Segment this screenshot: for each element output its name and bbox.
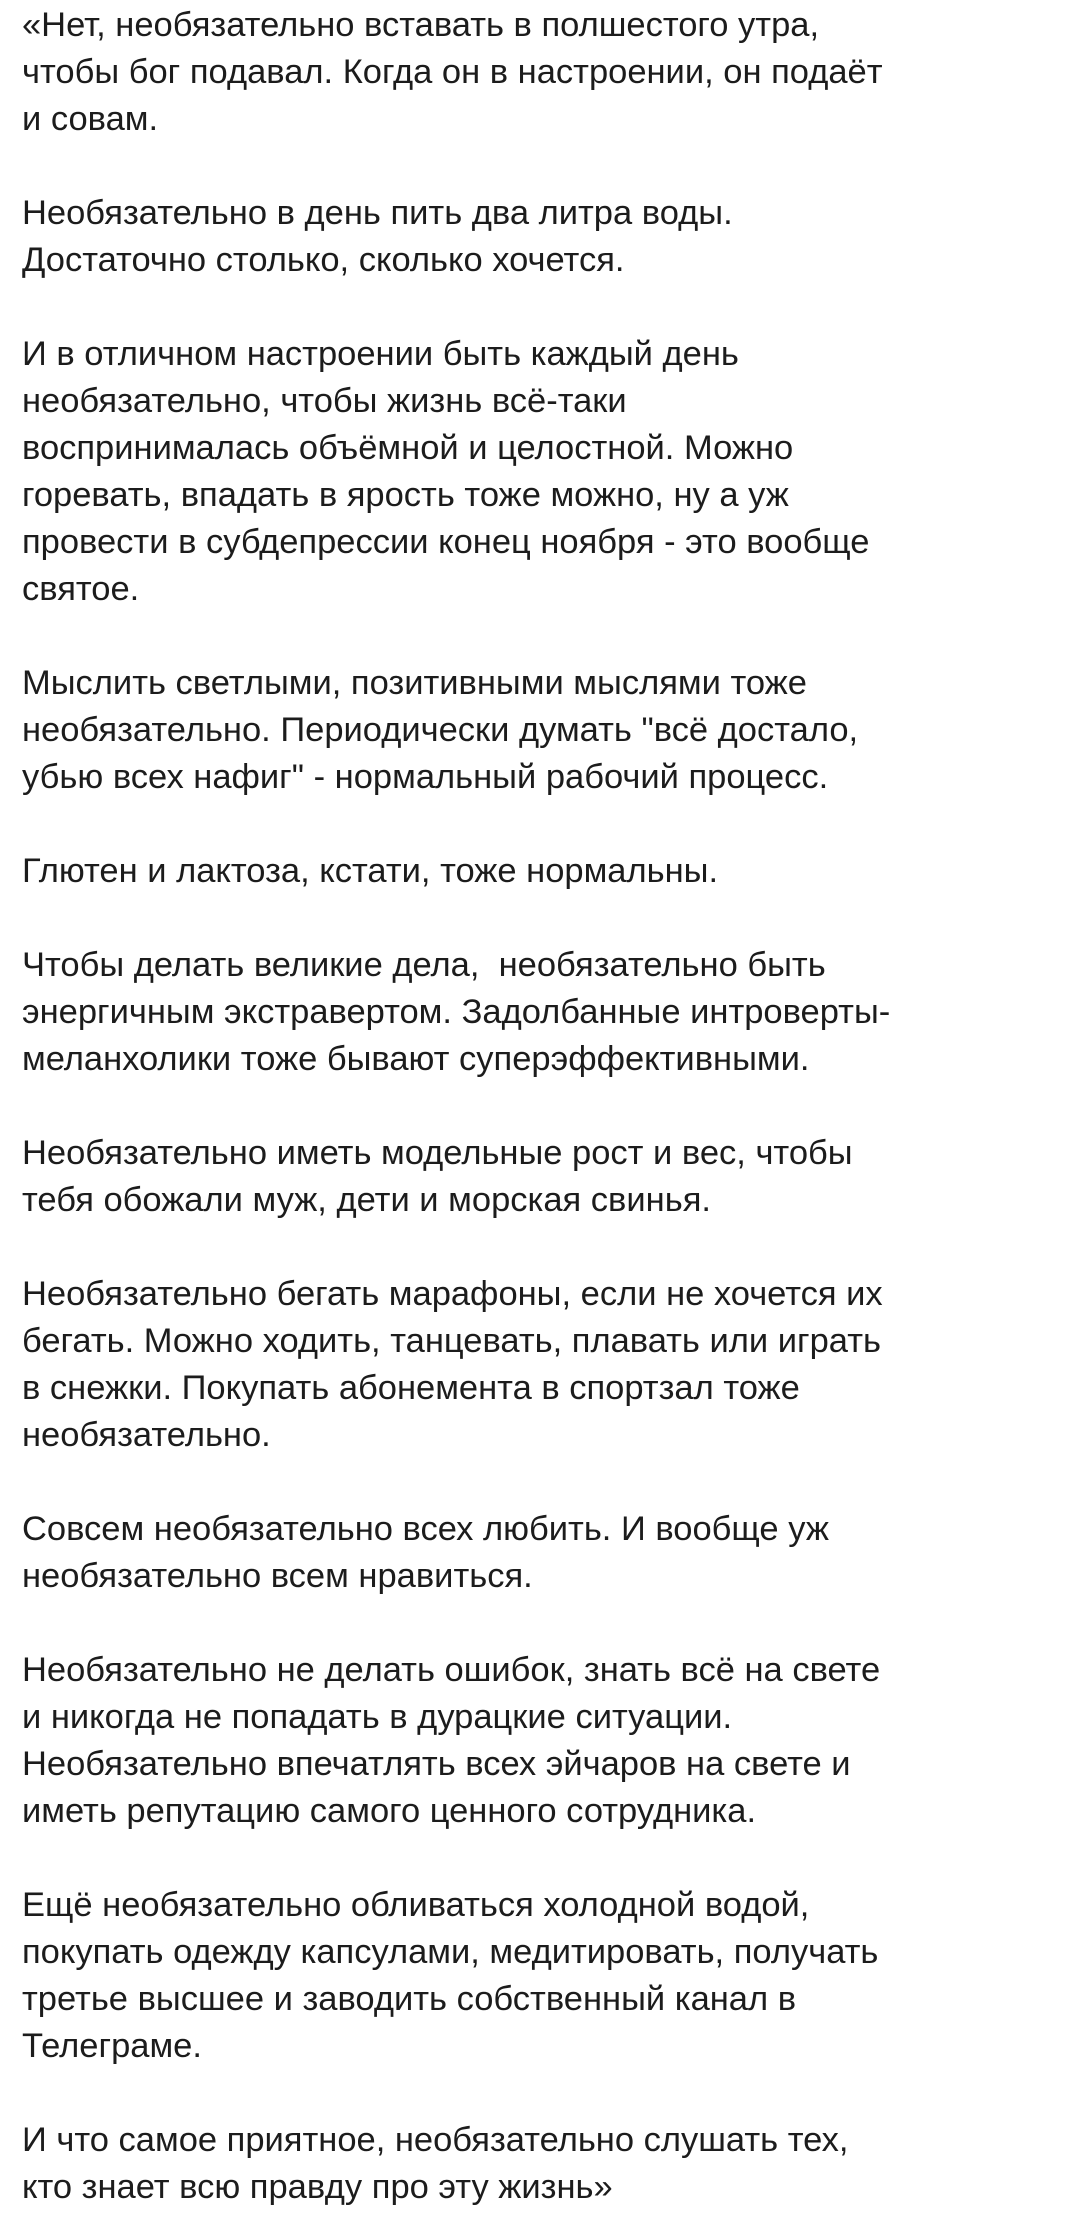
- text-line: кто знает всю правду про эту жизнь»: [22, 2168, 613, 2206]
- text-line: необязательно, чтобы жизнь всё-таки: [22, 382, 627, 420]
- text-line: необязательно всем нравиться.: [22, 1557, 533, 1595]
- text-line: провести в субдепрессии конец ноября - это вообще: [22, 523, 870, 561]
- text-line: Чтобы делать великие дела, необязательно быть: [22, 946, 826, 984]
- paragraph: [22, 660, 1062, 801]
- text-line: Необязательно в день пить два литра воды.: [22, 194, 733, 232]
- paragraph: [22, 1882, 1062, 2070]
- text-line: Совсем необязательно всех любить. И вообще уж: [22, 1510, 829, 1548]
- text-line: в снежки. Покупать абонемента в спортзал тоже: [22, 1369, 800, 1407]
- paragraph: [22, 1271, 1062, 1459]
- text-line: меланхолики тоже бывают суперэффективными.: [22, 1040, 810, 1078]
- paragraph: [22, 331, 1062, 613]
- text-line: тебя обожали муж, дети и морская свинья.: [22, 1181, 711, 1219]
- text-line: «Нет, необязательно вставать в полшестого утра,: [22, 6, 820, 44]
- paragraph: [22, 942, 1062, 1083]
- paragraph: [22, 1130, 1062, 1224]
- text-line: святое.: [22, 570, 140, 608]
- text-line: необязательно.: [22, 1416, 271, 1454]
- text-line: необязательно. Периодически думать "всё достало,: [22, 711, 859, 749]
- text-line: энергичным экстравертом. Задолбанные интроверты-: [22, 993, 891, 1031]
- text-line: бегать. Можно ходить, танцевать, плавать или играть: [22, 1322, 881, 1360]
- text-line: покупать одежду капсулами, медитировать, получать: [22, 1933, 879, 1971]
- text-line: И в отличном настроении быть каждый день: [22, 335, 739, 373]
- text-line: Достаточно столько, сколько хочется.: [22, 241, 625, 279]
- paragraph: [22, 1647, 1062, 1835]
- text-line: чтобы бог подавал. Когда он в настроении, он подаёт: [22, 53, 883, 91]
- text-line: Необязательно впечатлять всех эйчаров на свете и: [22, 1745, 851, 1783]
- text-line: Необязательно иметь модельные рост и вес, чтобы: [22, 1134, 853, 1172]
- paragraph: [22, 1506, 1062, 1600]
- text-line: Мыслить светлыми, позитивными мыслями тоже: [22, 664, 807, 702]
- text-line: и никогда не попадать в дурацкие ситуации.: [22, 1698, 733, 1736]
- text-line: и совам.: [22, 100, 159, 138]
- paragraph: [22, 2, 1062, 143]
- text-line: Необязательно бегать марафоны, если не хочется их: [22, 1275, 883, 1313]
- text-line: Телеграме.: [22, 2027, 202, 2065]
- paragraph: [22, 2117, 1062, 2211]
- text-line: Ещё необязательно обливаться холодной водой,: [22, 1886, 810, 1924]
- post-text: [22, 2, 1062, 2211]
- text-line: третье высшее и заводить собственный канал в: [22, 1980, 797, 2018]
- paragraph: [22, 190, 1062, 284]
- text-line: воспринималась объёмной и целостной. Можно: [22, 429, 794, 467]
- paragraph: [22, 848, 1062, 895]
- text-line: И что самое приятное, необязательно слушать тех,: [22, 2121, 849, 2159]
- text-line: иметь репутацию самого ценного сотрудника.: [22, 1792, 757, 1830]
- text-line: убью всех нафиг" - нормальный рабочий процесс.: [22, 758, 829, 796]
- text-line: Глютен и лактоза, кстати, тоже нормальны.: [22, 852, 719, 890]
- text-line: горевать, впадать в ярость тоже можно, ну а уж: [22, 476, 789, 514]
- text-line: Необязательно не делать ошибок, знать всё на свете: [22, 1651, 881, 1689]
